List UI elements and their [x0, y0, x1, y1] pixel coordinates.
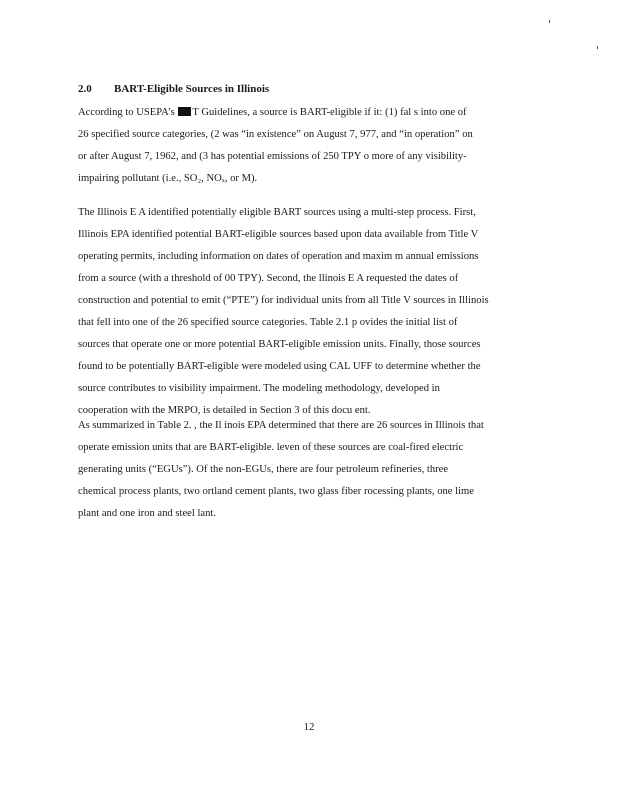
paragraph-line: construction and potential to emit (“PTE”) for individual units from all Title V sources in Illinois: [78, 295, 489, 306]
paragraph-line: plant and one iron and steel lant.: [78, 508, 216, 519]
paragraph-bart-guidelines: [78, 102, 548, 190]
paragraph-line: that fell into one of the 26 specified source categories. Table 2.1 p ovides the initial list of: [78, 317, 458, 328]
paragraph-identification-process: [78, 202, 548, 422]
scan-artifact-mark: [549, 20, 550, 23]
section-title: BART-Eligible Sources in Illinois: [114, 83, 270, 95]
paragraph-line: [78, 102, 548, 124]
paragraph-line: source contributes to visibility impairment. The modeling methodology, developed in: [78, 383, 440, 394]
scan-artifact-mark: [597, 46, 598, 49]
section-heading: [78, 83, 269, 95]
redaction-mark: [178, 107, 191, 116]
paragraph-line: generating units (“EGUs”). Of the non-EGUs, there are four petroleum refineries, three: [78, 464, 449, 475]
paragraph-line: from a source (with a threshold of 00 TPY). Second, the llinois E A requested the dates of: [78, 273, 459, 284]
text-fragment: According to USEPA’s: [78, 107, 175, 118]
paragraph-line: impairing pollutant (i.e., SO₂, NOₓ, or M).: [78, 173, 258, 184]
paragraph-line: found to be potentially BART-eligible were modeled using CAL UFF to determine whether the: [78, 361, 481, 372]
paragraph-line: The Illinois E A identified potentially eligible BART sources using a multi-step process. First,: [78, 207, 476, 218]
text-fragment: T Guidelines, a source is BART-eligible if it: (1) fal s into one of: [192, 107, 467, 118]
paragraph-line: or after August 7, 1962, and (3 has potential emissions of 250 TPY o more of any visibility-: [78, 151, 467, 162]
paragraph-line: operating permits, including information on dates of operation and maxim m annual emissions: [78, 251, 479, 262]
paragraph-line: Illinois EPA identified potential BART-eligible sources based upon data available from Title V: [78, 229, 479, 240]
section-number: 2.0: [78, 83, 92, 95]
page-number: 12: [303, 721, 315, 733]
paragraph-line: As summarized in Table 2. , the Il inois EPA determined that there are 26 sources in Illinois that: [78, 420, 484, 431]
paragraph-summary: [78, 415, 548, 525]
paragraph-line: sources that operate one or more potential BART-eligible emission units. Finally, those sources: [78, 339, 481, 350]
paragraph-line: cooperation with the MRPO, is detailed in Section 3 of this docu ent.: [78, 405, 371, 416]
paragraph-line: 26 specified source categories, (2 was “in existence” on August 7, 977, and “in operation” on: [78, 129, 473, 140]
paragraph-line: operate emission units that are BART-eligible. leven of these sources are coal-fired electric: [78, 442, 464, 453]
paragraph-line: chemical process plants, two ortland cement plants, two glass fiber rocessing plants, one lime: [78, 486, 474, 497]
